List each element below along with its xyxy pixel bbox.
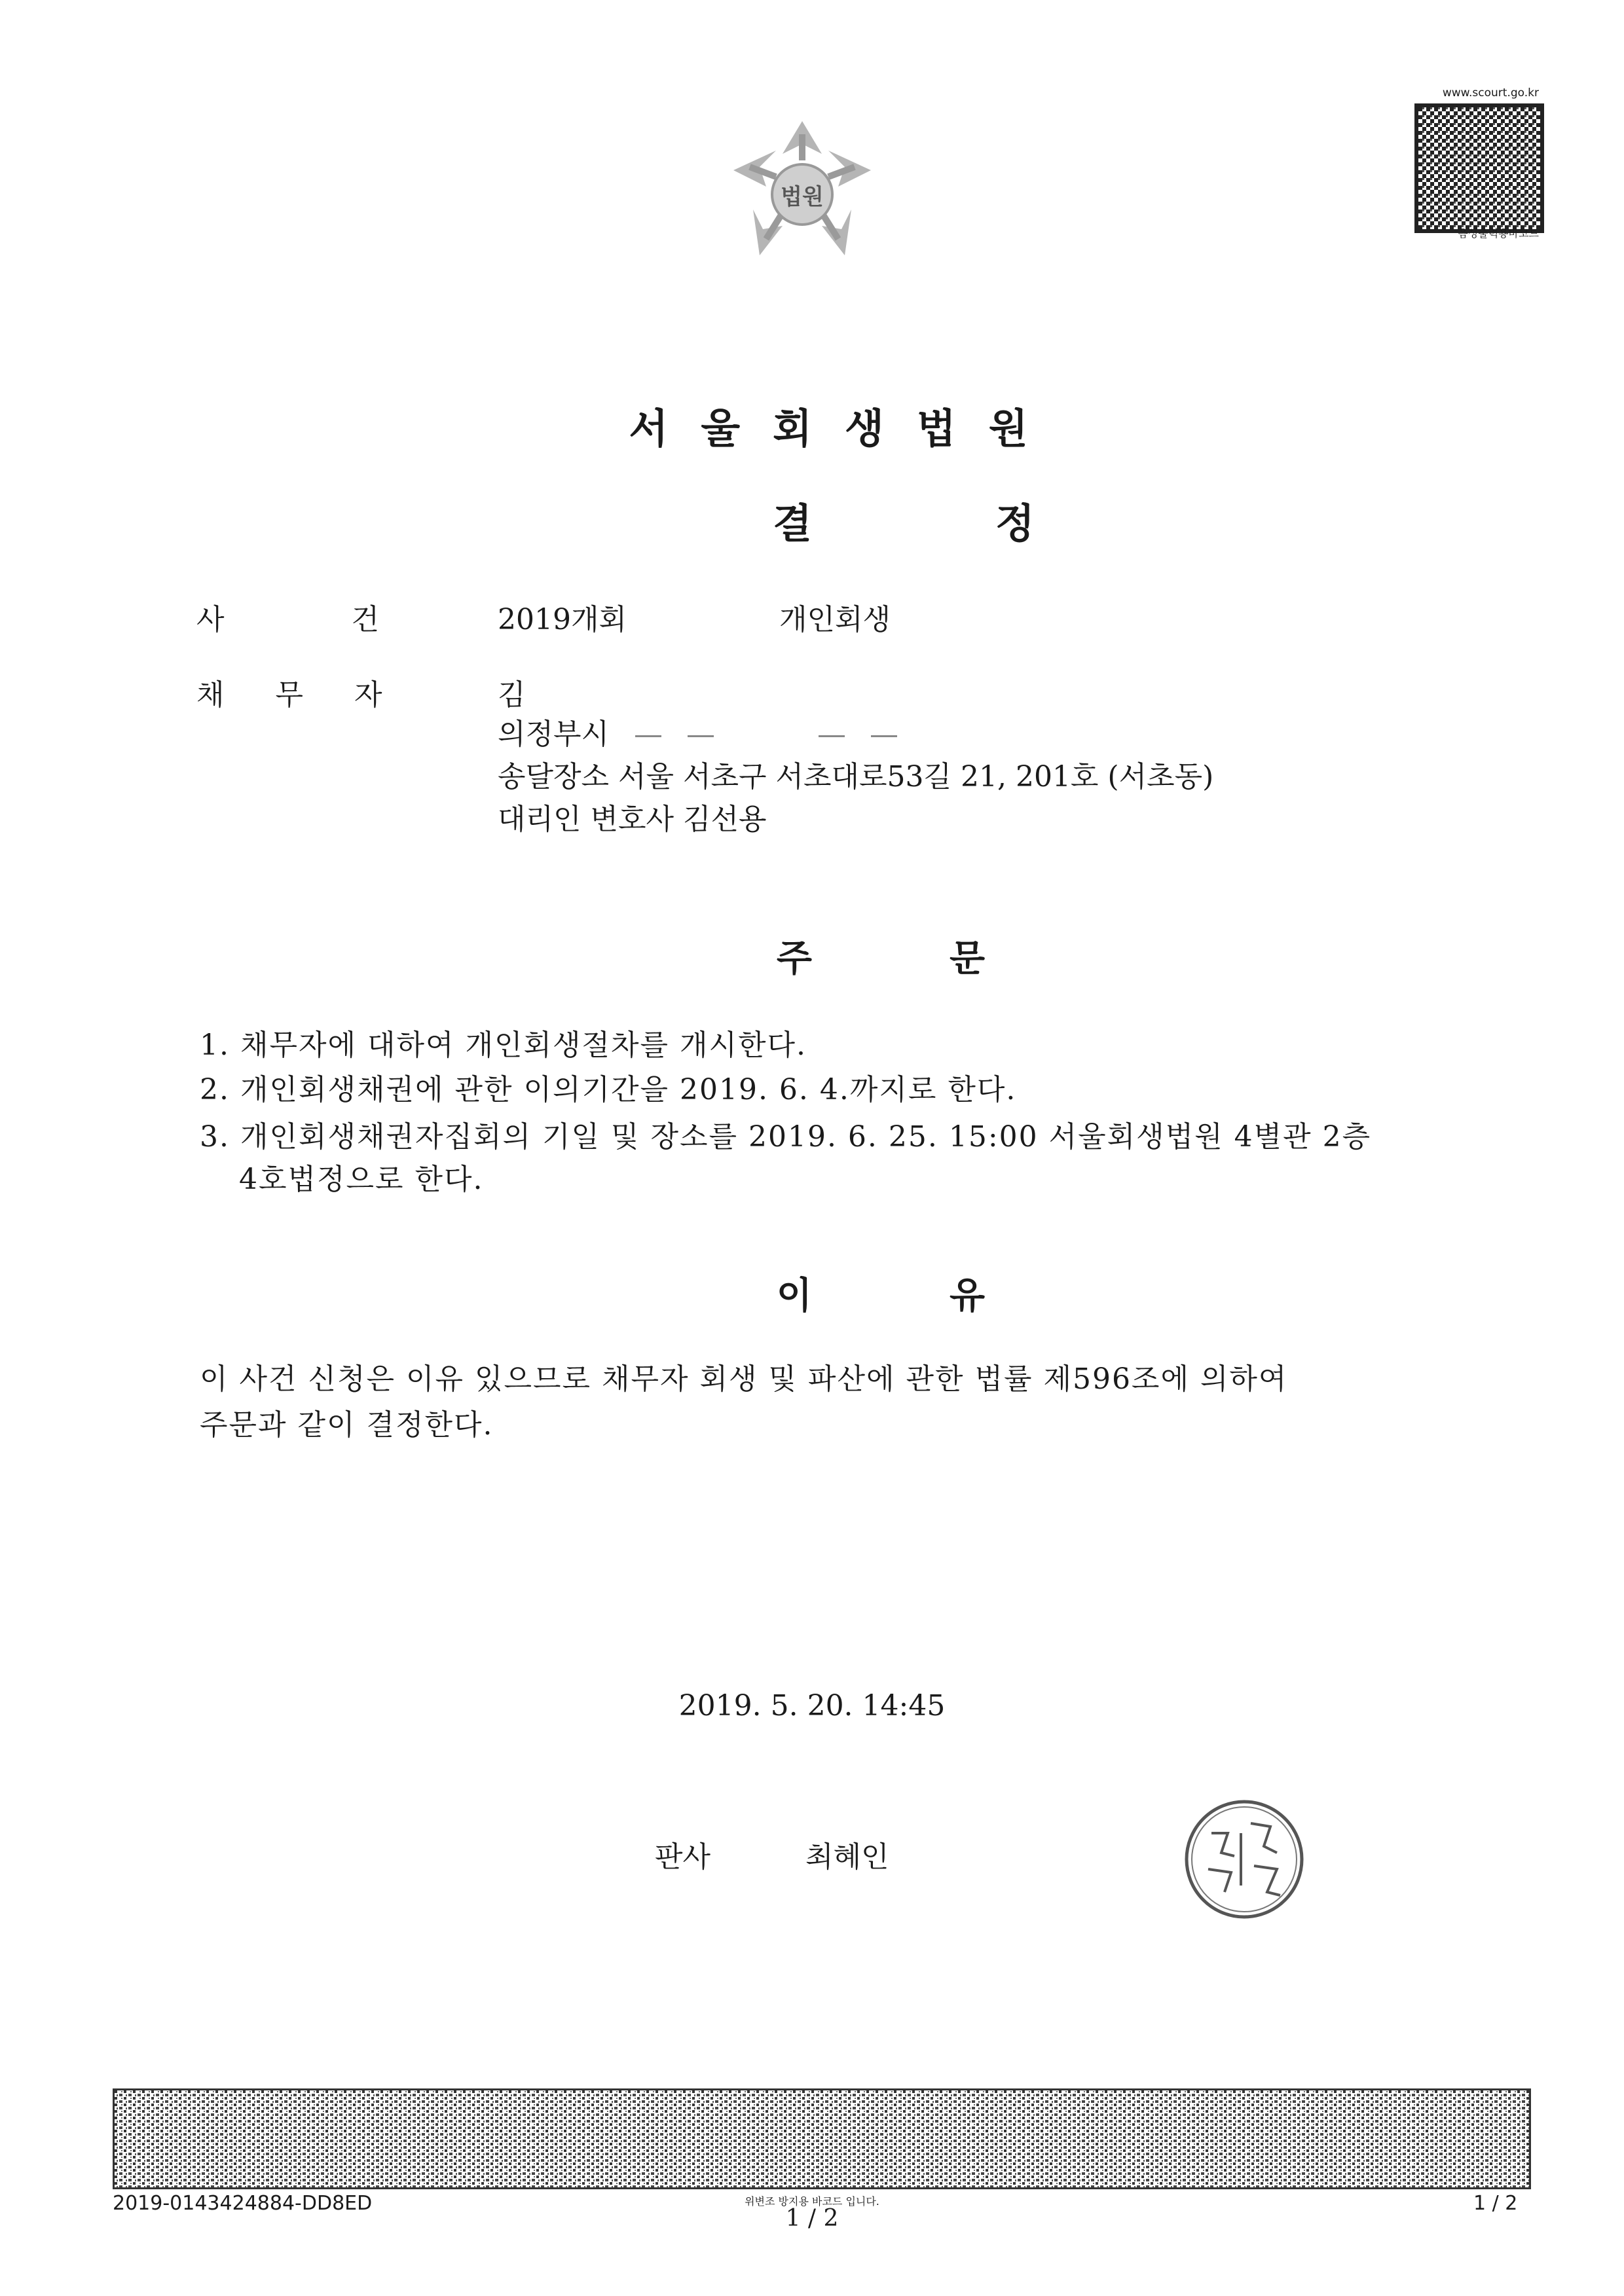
emblem-text: 법원 [781,184,824,210]
reason-line: 이 사건 신청은 이유 있으므로 채무자 회생 및 파산에 관한 법률 제596조에 의하여 [200,1362,1288,1396]
qr-caption: 음성출력용바코드 [1458,227,1539,240]
court-emblem-icon [724,115,881,272]
qr-code-icon [1414,103,1544,233]
delivery-place: 송달장소 서울 서초구 서초대로53길 21, 201호 (서초동) [498,760,1214,793]
qr-url: www.scourt.go.kr [1442,86,1539,100]
redaction-mark [635,735,661,737]
decision-title: 결정 [773,500,1218,547]
debtor-address-text: 의정부시 [498,718,610,751]
case-number: 2019개회 [498,603,627,636]
reason-title: 이유 [776,1274,1123,1317]
order-item: 1. 채무자에 대하여 개인회생절차를 개시한다. [200,1029,807,1062]
order-item: 3. 개인회생채권자집회의 기일 및 장소를 2019. 6. 25. 15:00 서울회생법원 4별관 2층 [200,1120,1372,1154]
debtor-name [498,671,526,713]
redaction-mark [688,735,714,737]
page-number-right: 1 / 2 [1473,2192,1518,2215]
decision-date: 2019. 5. 20. 14:45 [678,1689,946,1722]
order-item: 2. 개인회생채권에 관한 이의기간을 2019. 6. 4.까지로 한다. [200,1073,1017,1106]
judge-title: 판사 [655,1840,711,1874]
barcode-caption: 위변조 방지용 바코드 입니다. [745,2195,879,2208]
judge-name: 최혜인 [805,1840,889,1874]
case-type: 개인회생 [779,603,891,636]
court-name: 서울회생법원 [629,405,1061,452]
redaction-mark [871,735,897,737]
document-id: 2019-0143424884-DD8ED [113,2192,373,2215]
order-item-continuation: 4호법정으로 한다. [239,1163,484,1196]
agent: 대리인 변호사 김선용 [498,803,767,836]
qr-pattern [1418,107,1540,229]
order-title: 주문 [776,937,1123,980]
case-label: 사 건 [196,603,379,636]
redaction-mark [819,735,845,737]
debtor-address [498,710,897,752]
debtor-label: 채무자 [196,678,434,712]
debtor-name-text: 김 [498,678,526,712]
barcode-icon [113,2088,1531,2189]
judge-seal-icon [1179,1794,1310,1925]
reason-line: 주문과 같이 결정한다. [200,1408,494,1442]
page-number-center: 1 / 2 [785,2205,839,2232]
